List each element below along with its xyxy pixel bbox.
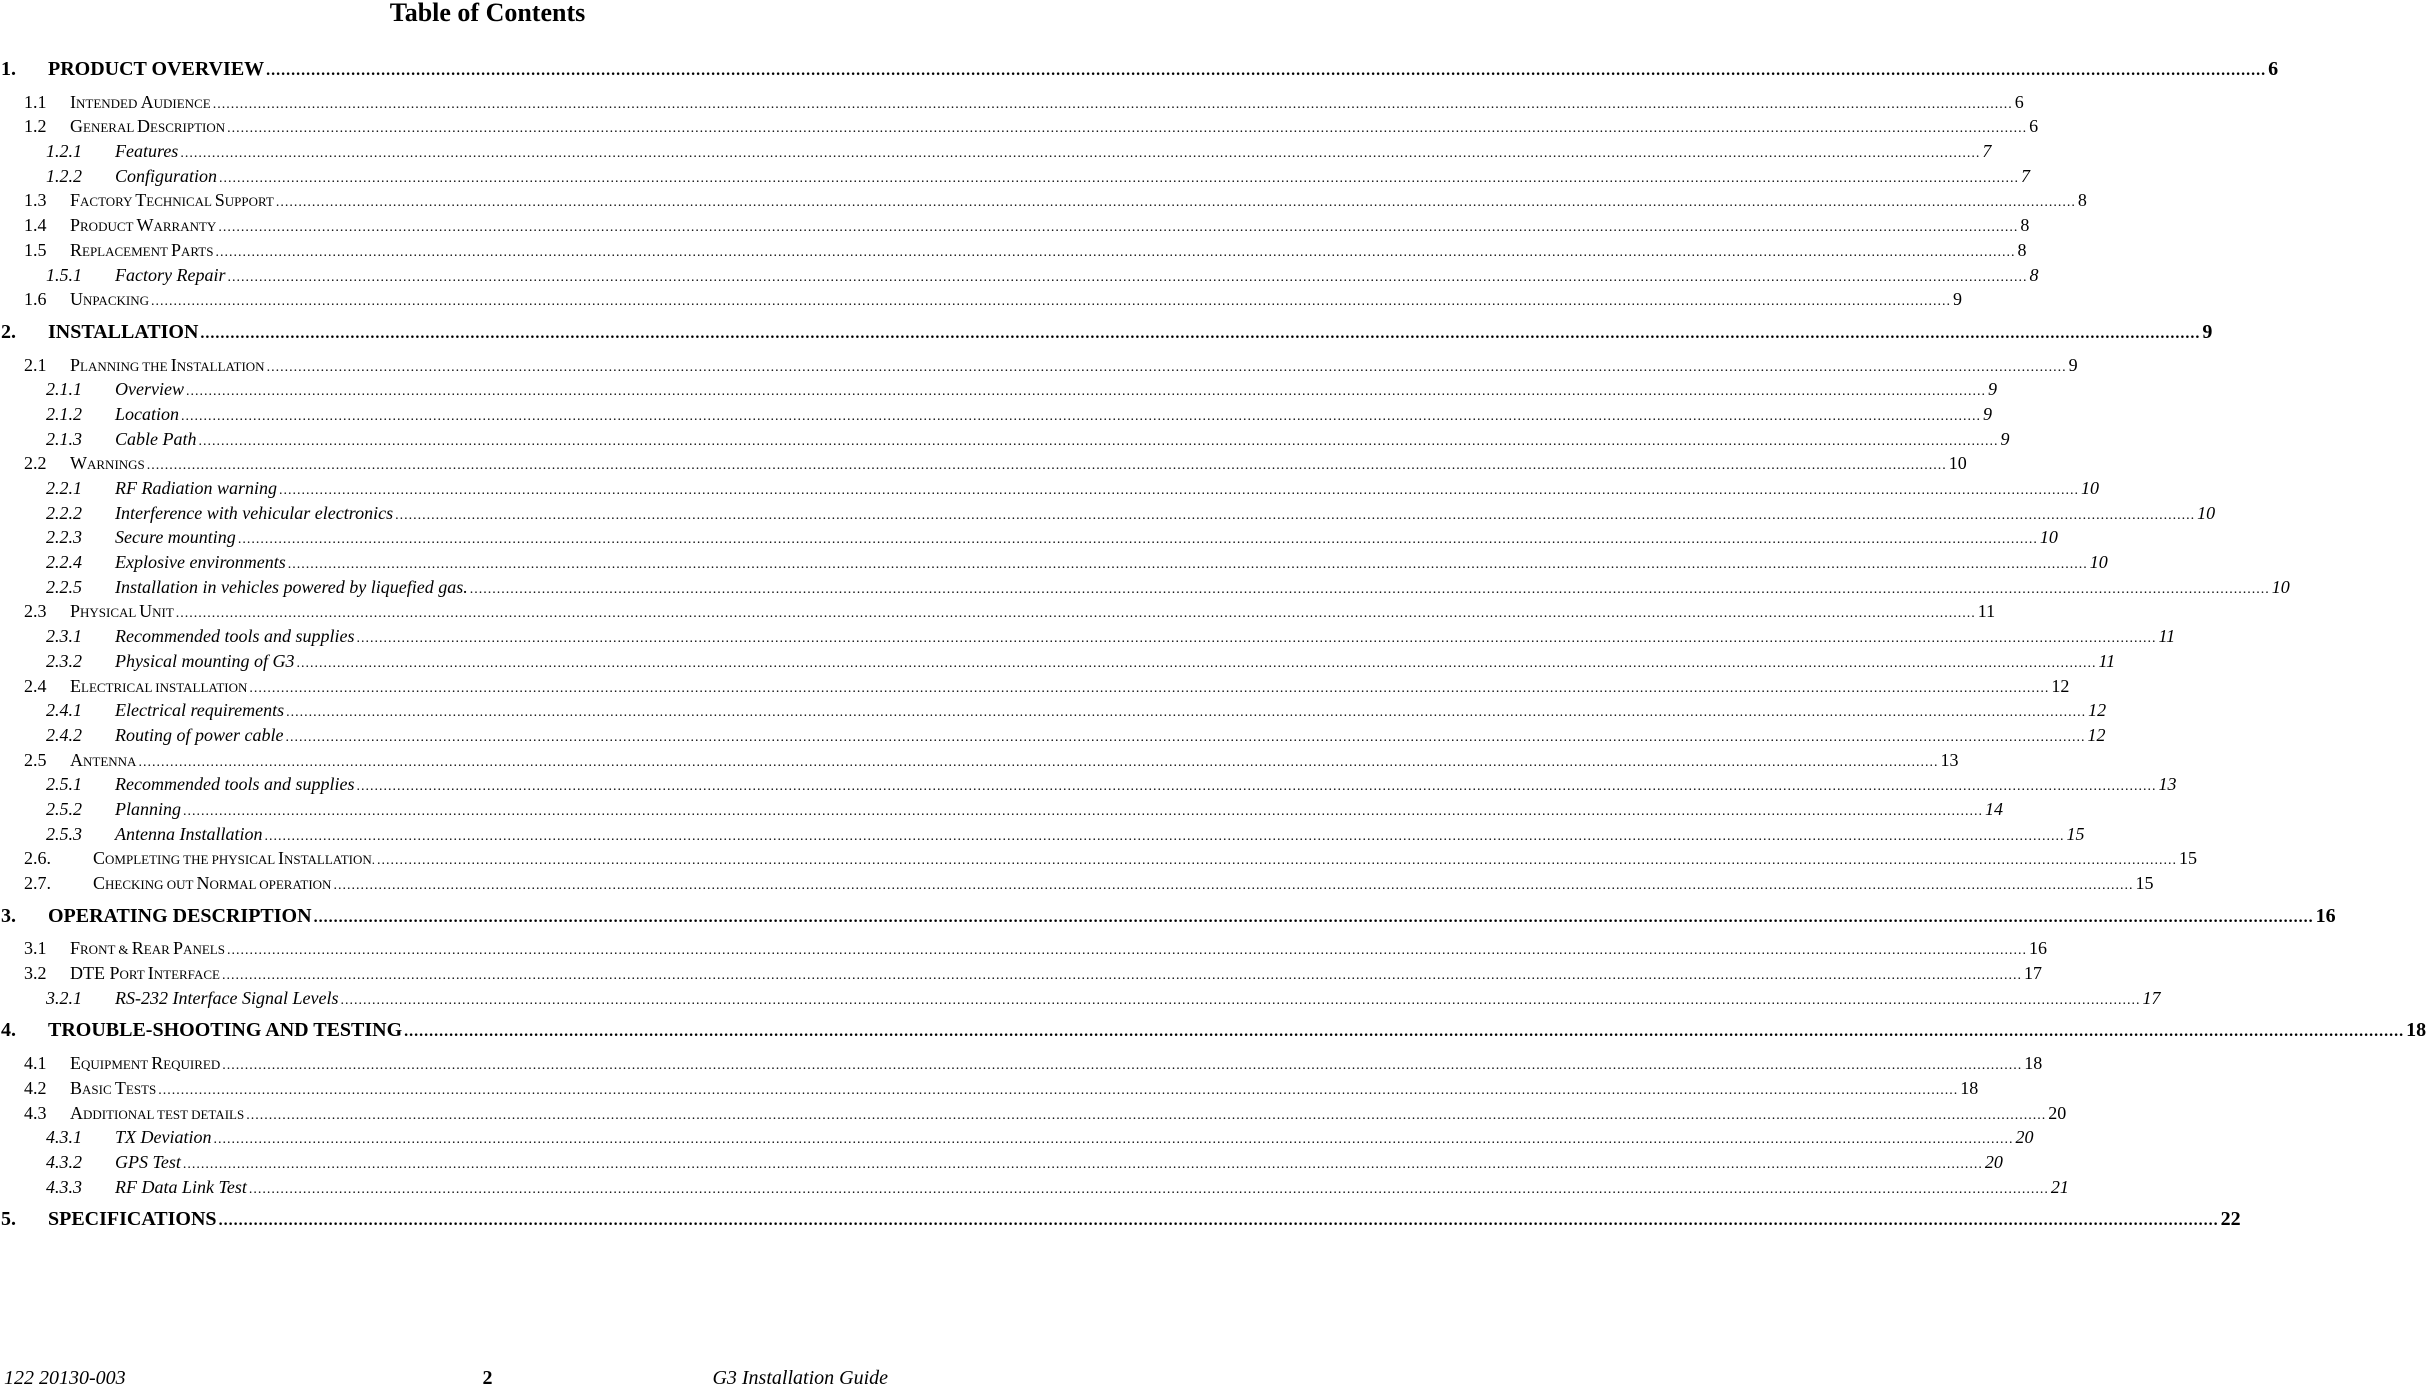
toc-entry-number: 2.3 [24, 601, 47, 622]
toc-entry-label-part: T [114, 1077, 126, 1098]
toc-leader-dots: ................................................................................................................................................................................................................................................................................................................................................................................................................ [469, 581, 2270, 597]
toc-entry-number: 1.5 [24, 239, 47, 260]
toc-entry-number: 2.4 [24, 675, 47, 696]
toc-entry-label [70, 748, 136, 775]
toc-entry-label-part: I [147, 963, 154, 984]
toc-entry-page: 16 [2028, 938, 2047, 959]
toc-entry-label-part: NTENNA [83, 753, 137, 769]
toc-entry-label [70, 961, 220, 988]
toc-entry-number: 2.4.2 [46, 724, 82, 745]
toc-entry-label-part: P [173, 938, 184, 959]
toc-entry-label-part: ANELS [183, 942, 225, 958]
toc-entry-page: 15 [2179, 848, 2198, 869]
toc-entry-page: 18 [2406, 1019, 2427, 1042]
toc-entry-number: 1.2.2 [46, 165, 82, 186]
toc-leader-dots: ................................................................................................................................................................................................................................................................................................................................................................................................................ [215, 244, 2016, 260]
toc-entry-page: 10 [2197, 502, 2216, 523]
toc-entry-number: 2.4.1 [46, 700, 82, 721]
toc-entry-page: 11 [2098, 650, 2116, 671]
toc-entry-label-part: D [137, 116, 151, 137]
toc-entry-page: 20 [2015, 1127, 2034, 1148]
toc-leader-dots: ................................................................................................................................................................................................................................................................................................................................................................................................................ [175, 606, 1976, 622]
toc-entry-label [70, 1051, 220, 1078]
toc-entry-label-part: U [139, 601, 153, 622]
toc-leader-dots: ................................................................................................................................................................................................................................................................................................................................................................................................................ [248, 1181, 2049, 1197]
toc-entry-label-part: ACTORY [80, 194, 136, 210]
toc-entry-number: 2.3.2 [46, 650, 82, 671]
toc-entry-page: 9 [1983, 403, 1993, 424]
toc-entry-label: Electrical requirements [115, 700, 285, 721]
toc-entry[interactable] [0, 476, 2099, 501]
toc-entry-number: 2.2 [24, 453, 47, 474]
toc-entry-page: 13 [2158, 774, 2177, 795]
toc-entry[interactable] [0, 1051, 2043, 1076]
toc-entry-number: 3.2 [24, 963, 47, 984]
toc-entry-label: Recommended tools and supplies [115, 626, 355, 647]
toc-entry-page: 15 [2135, 873, 2154, 893]
toc-entry-label-part: ORMAL OPERATION [209, 877, 332, 892]
toc-entry-label: Physical mounting of G3 [115, 650, 295, 671]
toc-entry-number: 2.1.3 [46, 428, 82, 449]
toc-entry-page: 17 [2023, 963, 2042, 984]
toc-leader-dots: ................................................................................................................................................................................................................................................................................................................................................................................................................ [395, 507, 2196, 523]
toc-entry-page: 9 [2000, 428, 2010, 449]
toc-entry-number: 4.2 [24, 1077, 47, 1098]
toc-entry-label-part: C [93, 848, 106, 869]
toc-entry-label-part: C [93, 873, 106, 893]
toc-leader-dots: ................................................................................................................................................................................................................................................................................................................................................................................................................ [340, 992, 2141, 1008]
toc-entry-number: 2.2.3 [46, 527, 82, 548]
toc-entry-page: 7 [2021, 165, 2031, 186]
toc-entry[interactable] [0, 748, 1959, 773]
toc-entry-number: 2.1 [24, 354, 47, 375]
toc-entry[interactable] [0, 772, 2177, 797]
toc-entry-page: 6 [2029, 116, 2039, 137]
toc-entry[interactable] [0, 649, 2116, 674]
toc-entry-label: RS-232 Interface Signal Levels [115, 987, 339, 1008]
toc-leader-dots: ................................................................................................................................................................................................................................................................................................................................................................................................................ [287, 557, 2088, 573]
toc-entry-label-part: ESCRIPTION [150, 120, 226, 136]
toc-entry-label [70, 90, 211, 117]
toc-leader-dots: ................................................................................................................................................................................................................................................................................................................................................................................................................ [183, 803, 1983, 819]
toc-entry-label-part: F [70, 938, 81, 959]
toc-entry-number: 2.2.4 [46, 552, 82, 573]
toc-entry-label: Recommended tools and supplies [115, 774, 355, 795]
toc-entry-label-part: ASIC [82, 1081, 115, 1097]
toc-entry[interactable] [0, 986, 2161, 1011]
toc-entry-page: 18 [1960, 1077, 1979, 1098]
toc-entry-label [70, 674, 247, 701]
toc-entry-label-part: DDITIONAL TEST DETAILS [83, 1106, 245, 1122]
toc-leader-dots: ................................................................................................................................................................................................................................................................................................................................................................................................................ [218, 220, 2019, 236]
toc-entry-page: 8 [2077, 190, 2087, 211]
toc-leader-dots: ................................................................................................................................................................................................................................................................................................................................................................................................................ [275, 195, 2076, 211]
toc-entry[interactable] [0, 846, 2198, 871]
toc-entry-page: 15 [2066, 823, 2085, 844]
toc-entry-label-part: LECTRICAL INSTALLATION [81, 679, 248, 695]
toc-leader-dots: ................................................................................................................................................................................................................................................................................................................................................................................................................ [333, 878, 2134, 893]
toc-entry[interactable] [0, 1018, 2427, 1043]
toc-leader-dots: ................................................................................................................................................................................................................................................................................................................................................................................................................ [356, 631, 2157, 647]
toc-leader-dots: ................................................................................................................................................................................................................................................................................................................................................................................................................ [221, 968, 2022, 984]
page-title: Table of Contents [389, 0, 586, 27]
toc-entry-number: 1.2.1 [46, 141, 82, 162]
toc-leader-dots: ................................................................................................................................................................................................................................................................................................................................................................................................................ [219, 170, 2020, 186]
toc-entry-number: 2.5.1 [46, 774, 82, 795]
toc-entry-label-part: OMPLETING THE PHYSICAL [105, 852, 278, 868]
toc-entry-page: 10 [2089, 552, 2108, 573]
toc-leader-dots: ................................................................................................................................................................................................................................................................................................................................................................................................................ [146, 458, 1947, 474]
toc-leader-dots: ................................................................................................................................................................................................................................................................................................................................................................................................................ [218, 1212, 2219, 1230]
toc-entry-label-part: NSTALLATION [176, 358, 265, 374]
toc-entry[interactable] [0, 936, 2047, 961]
toc-entry-page: 22 [2220, 1208, 2241, 1231]
toc-entry-label: Routing of power cable [115, 724, 284, 745]
toc-entry-label-part: ARTS [181, 243, 214, 259]
toc-entry-label-part: NPACKING [83, 293, 149, 309]
toc-entry-page: 9 [2202, 320, 2213, 343]
toc-entry-page: 7 [1982, 141, 1992, 162]
toc-entry-label: PRODUCT OVERVIEW [48, 58, 265, 80]
toc-entry-label: RF Radiation warning [115, 478, 277, 498]
toc-entry[interactable] [0, 402, 1993, 427]
toc-entry-number: 2.2.2 [46, 502, 82, 523]
toc-entry-label-part: A [70, 749, 83, 770]
toc-entry-label-part: F [70, 190, 81, 211]
toc-leader-dots: ................................................................................................................................................................................................................................................................................................................................................................................................................ [213, 1132, 2014, 1148]
toc-entry[interactable] [0, 1125, 2034, 1150]
toc-entry-label: Factory Repair [115, 264, 226, 285]
toc-entry-label-part: ENERAL [83, 120, 138, 136]
toc-entry-label-part: A [140, 91, 154, 112]
toc-entry-label-part: HECKING OUT [105, 877, 197, 892]
toc-entry[interactable] [0, 213, 2030, 238]
toc-entry-page: 14 [1985, 798, 2003, 819]
toc-entry-page: 17 [2142, 987, 2161, 1008]
footer-doc-number: 122 20130-003 [4, 1367, 126, 1389]
toc-leader-dots: ................................................................................................................................................................................................................................................................................................................................................................................................................ [227, 121, 2028, 137]
toc-leader-dots: ................................................................................................................................................................................................................................................................................................................................................................................................................ [279, 483, 2079, 498]
toc-entry-number: 3.1 [24, 938, 47, 959]
toc-entry-label-part: NIT [152, 605, 174, 621]
toc-leader-dots: ................................................................................................................................................................................................................................................................................................................................................................................................................ [237, 532, 2038, 548]
toc-entry-label: Planning [115, 798, 181, 819]
toc-entry-label-part: I [278, 848, 284, 869]
toc-entry-label-part: A [70, 1102, 83, 1123]
toc-entry-page: 10 [2081, 478, 2099, 498]
toc-entry-number: 4.1 [24, 1053, 47, 1074]
toc-entry[interactable] [0, 320, 2213, 345]
toc-entry[interactable] [0, 1207, 2241, 1232]
toc-entry-number: 2.2.1 [46, 478, 82, 498]
toc-entry-label-part: I [70, 91, 76, 112]
toc-entry-label-part: UDIENCE [153, 95, 211, 111]
toc-entry-label: Features [115, 141, 179, 162]
toc-entry-label: Explosive environments [115, 552, 286, 573]
toc-entry-label: INSTALLATION [48, 320, 199, 343]
toc-entry[interactable] [0, 550, 2108, 575]
toc-entry-label: Cable Path [115, 428, 197, 449]
toc-entry-label: Location [115, 403, 180, 424]
toc-entry[interactable] [0, 353, 2078, 378]
toc-entry[interactable] [0, 501, 2216, 526]
toc-entry-number: 4.3 [24, 1102, 47, 1123]
toc-entry-label: Secure mounting [115, 527, 236, 548]
toc-leader-dots: ................................................................................................................................................................................................................................................................................................................................................................................................................ [296, 655, 2097, 671]
toc-entry[interactable] [0, 1150, 2003, 1175]
toc-entry-label: TX Deviation [115, 1127, 212, 1148]
toc-entry-label-part: NTERFACE [153, 967, 220, 983]
toc-entry-label-part: NSTALLATION. [284, 852, 376, 868]
footer-page-number: 2 [482, 1367, 493, 1389]
toc-entry-label-part: B [70, 1077, 83, 1098]
toc-entry-label: RF Data Link Test [115, 1176, 247, 1197]
toc-entry-label-part: DTE P [70, 963, 120, 984]
toc-entry-label: TROUBLE-SHOOTING AND TESTING [48, 1019, 403, 1042]
toc-entry-page: 11 [1977, 601, 1996, 622]
toc-entry-label-part: E [70, 675, 81, 696]
toc-entry-label [70, 188, 274, 215]
toc-leader-dots: ................................................................................................................................................................................................................................................................................................................................................................................................................ [313, 908, 2314, 926]
toc-entry[interactable] [0, 525, 2058, 550]
toc-leader-dots: ................................................................................................................................................................................................................................................................................................................................................................................................................ [226, 943, 2027, 959]
toc-entry-label-part: ESTS [125, 1081, 157, 1097]
toc-entry-label-part: LANNING THE [80, 358, 171, 374]
toc-entry-label: Antenna Installation [115, 823, 263, 844]
toc-entry-label-part: P [70, 354, 81, 375]
toc-entry[interactable] [0, 139, 1992, 164]
toc-leader-dots: ................................................................................................................................................................................................................................................................................................................................................................................................................ [356, 779, 2157, 795]
toc-entry-label-part: U [70, 289, 83, 310]
toc-entry-label: Configuration [115, 165, 218, 186]
toc-entry[interactable] [0, 698, 2107, 723]
toc-entry-label [70, 238, 213, 265]
toc-leader-dots: ................................................................................................................................................................................................................................................................................................................................................................................................................ [158, 1082, 1959, 1098]
toc-leader-dots: ................................................................................................................................................................................................................................................................................................................................................................................................................ [264, 828, 2065, 844]
toc-entry-label-part: EPLACEMENT [82, 243, 171, 259]
toc-entry[interactable] [0, 427, 2010, 452]
toc-entry[interactable] [0, 674, 2070, 699]
toc-entry-number: 4.3.2 [46, 1151, 82, 1172]
toc-entry-page: 18 [2024, 1053, 2043, 1074]
toc-entry-number: 2.5.2 [46, 798, 82, 819]
toc-entry-page: 10 [2271, 576, 2290, 597]
toc-entry-label-part: HYSICAL [80, 605, 140, 621]
toc-entry[interactable] [0, 90, 2024, 115]
toc-entry[interactable] [0, 164, 2031, 189]
toc-entry[interactable] [0, 263, 2039, 288]
toc-leader-dots: ................................................................................................................................................................................................................................................................................................................................................................................................................ [182, 1156, 1983, 1172]
toc-entry-label-part: RODUCT [80, 219, 137, 235]
toc-entry-number: 2. [1, 320, 16, 343]
toc-entry-page: 10 [2039, 527, 2058, 548]
toc-entry-number: 1.6 [24, 289, 47, 310]
toc-entry-label-part: EAR [143, 942, 174, 958]
toc-entry-number: 3. [1, 904, 16, 927]
toc-entry-page: 16 [2315, 904, 2336, 927]
toc-entry-page: 12 [2051, 675, 2070, 696]
page-footer [0, 1365, 975, 1391]
toc-entry-label-part: P [70, 215, 81, 236]
toc-entry-label-part: ORT [119, 967, 148, 983]
toc-entry[interactable] [0, 871, 2154, 896]
toc-entry-number: 2.7. [24, 873, 51, 893]
toc-entry-label [70, 936, 225, 963]
toc-entry[interactable] [0, 624, 2176, 649]
toc-entry-number: 2.3.1 [46, 626, 82, 647]
toc-entry[interactable] [0, 238, 2027, 263]
toc-entry-page: 11 [2158, 626, 2176, 647]
toc-entry-label-part: R [70, 239, 83, 260]
toc-entry-number: 1. [1, 58, 16, 80]
toc-entry[interactable] [0, 904, 2336, 929]
toc-entry-label-part: I [170, 354, 177, 375]
toc-entry-label [70, 599, 174, 626]
toc-entry-label [70, 287, 149, 314]
toc-entry-label: GPS Test [115, 1151, 181, 1172]
toc-entry-page: 10 [1948, 453, 1967, 474]
toc-entry-page: 12 [2087, 724, 2106, 745]
toc-entry-page: 9 [1987, 379, 1997, 400]
toc-entry-number: 5. [1, 1208, 16, 1231]
toc-leader-dots: ................................................................................................................................................................................................................................................................................................................................................................................................................ [227, 269, 2028, 285]
toc-leader-dots: ................................................................................................................................................................................................................................................................................................................................................................................................................ [181, 408, 1982, 424]
toc-entry-number: 1.5.1 [46, 264, 82, 285]
toc-entry-number: 1.4 [24, 215, 47, 236]
toc-entry-label-part: P [70, 601, 81, 622]
toc-entry-number: 1.1 [24, 91, 47, 112]
toc-entry-label: SPECIFICATIONS [48, 1208, 217, 1231]
toc-leader-dots: ................................................................................................................................................................................................................................................................................................................................................................................................................ [200, 324, 2201, 342]
toc-entry-number: 2.1.1 [46, 379, 82, 400]
toc-entry-label-part: NTENDED [76, 95, 141, 111]
toc-entry[interactable] [0, 723, 2106, 748]
toc-entry-label-part: ARNINGS [87, 457, 145, 473]
toc-entry[interactable] [0, 822, 2085, 847]
toc-entry[interactable] [0, 114, 2039, 139]
toc-entry-label-part: E [70, 1053, 81, 1074]
toc-entry[interactable] [0, 961, 2042, 986]
toc-entry-label-part: ARRANTY [153, 219, 217, 235]
toc-entry-number: 3.2.1 [46, 987, 82, 1008]
toc-entry-label [70, 1101, 244, 1128]
toc-entry-number: 4.3.3 [46, 1176, 82, 1197]
toc-leader-dots: ................................................................................................................................................................................................................................................................................................................................................................................................................ [212, 96, 2013, 112]
toc-entry-page: 13 [1940, 749, 1959, 770]
toc-entry[interactable] [0, 599, 1996, 624]
toc-entry-page: 12 [2088, 700, 2107, 721]
toc-entry-label-part: N [196, 873, 210, 893]
toc-leader-dots: ................................................................................................................................................................................................................................................................................................................................................................................................................ [185, 384, 1986, 400]
toc-entry[interactable] [0, 797, 2003, 822]
toc-entry-number: 2.1.2 [46, 403, 82, 424]
toc-entry[interactable] [0, 188, 2087, 213]
toc-leader-dots: ................................................................................................................................................................................................................................................................................................................................................................................................................ [404, 1023, 2405, 1041]
toc-entry-label-part: T [135, 190, 147, 211]
footer-doc-title: G3 Installation Guide [712, 1367, 888, 1389]
toc-entry-label [70, 451, 145, 478]
toc-leader-dots: ................................................................................................................................................................................................................................................................................................................................................................................................................ [266, 62, 2267, 79]
toc-entry[interactable] [0, 287, 1962, 312]
toc-entry-number: 2.6. [24, 848, 51, 869]
toc-leader-dots: ................................................................................................................................................................................................................................................................................................................................................................................................................ [150, 294, 1951, 310]
toc-entry-number: 1.3 [24, 190, 47, 211]
toc-entry-label: Overview [115, 379, 184, 400]
toc-leader-dots: ................................................................................................................................................................................................................................................................................................................................................................................................................ [266, 359, 2067, 375]
toc-entry[interactable] [0, 1076, 1979, 1101]
toc-entry-label-part: S [214, 190, 225, 211]
toc-entry-label-part: UPPORT [224, 194, 274, 210]
toc-entry-label-part: W [70, 453, 87, 474]
toc-entry-label-part: G [70, 116, 83, 137]
toc-entry[interactable] [0, 57, 2279, 82]
toc-leader-dots: ................................................................................................................................................................................................................................................................................................................................................................................................................ [180, 146, 1981, 162]
toc-entry-label-part: EQUIRED [163, 1057, 221, 1073]
toc-leader-dots: ................................................................................................................................................................................................................................................................................................................................................................................................................ [198, 433, 1999, 449]
toc-entry[interactable] [0, 575, 2290, 600]
toc-leader-dots: ................................................................................................................................................................................................................................................................................................................................................................................................................ [138, 754, 1939, 770]
toc-entry-number: 2.5 [24, 749, 47, 770]
table-of-contents [0, 57, 2427, 1240]
toc-leader-dots: ................................................................................................................................................................................................................................................................................................................................................................................................................ [222, 1058, 2023, 1074]
toc-leader-dots: ................................................................................................................................................................................................................................................................................................................................................................................................................ [286, 705, 2087, 721]
toc-entry-label [93, 871, 331, 898]
toc-entry[interactable] [0, 1175, 2069, 1200]
toc-entry-label-part: ECHNICAL [146, 194, 215, 210]
toc-leader-dots: ................................................................................................................................................................................................................................................................................................................................................................................................................ [246, 1107, 2047, 1123]
toc-entry-label: OPERATING DESCRIPTION [48, 904, 312, 927]
toc-entry-page: 20 [1984, 1151, 2003, 1172]
toc-entry-label-part: P [170, 239, 181, 260]
toc-entry-page: 9 [1952, 289, 1962, 310]
toc-entry-page: 20 [2048, 1102, 2067, 1123]
toc-entry[interactable] [0, 377, 1997, 402]
toc-entry-page: 9 [2068, 354, 2078, 375]
toc-entry-label [93, 846, 375, 873]
toc-entry-number: 1.2 [24, 116, 47, 137]
toc-entry-label-part: QUIPMENT [81, 1057, 152, 1073]
toc-entry-number: 4. [1, 1019, 16, 1042]
toc-entry[interactable] [0, 451, 1967, 476]
toc-entry-label [70, 1076, 156, 1103]
toc-entry-page: 6 [2268, 58, 2279, 80]
toc-entry-page: 21 [2050, 1176, 2069, 1197]
toc-entry-label-part: R [151, 1053, 164, 1074]
toc-entry-label [70, 213, 216, 240]
toc-entry-number: 2.5.3 [46, 823, 82, 844]
toc-entry-number: 4.3.1 [46, 1127, 82, 1148]
toc-entry-label: Interference with vehicular electronics [115, 502, 394, 523]
toc-leader-dots: ................................................................................................................................................................................................................................................................................................................................................................................................................ [377, 853, 2178, 869]
toc-entry-label-part: W [136, 215, 154, 236]
toc-leader-dots: ................................................................................................................................................................................................................................................................................................................................................................................................................ [249, 680, 2050, 696]
toc-leader-dots: ................................................................................................................................................................................................................................................................................................................................................................................................................ [285, 729, 2086, 745]
toc-entry-page: 8 [2020, 215, 2030, 236]
toc-entry[interactable] [0, 1101, 2067, 1126]
toc-entry-label-part: R [131, 938, 144, 959]
toc-entry-page: 8 [2017, 239, 2027, 260]
toc-entry-label [70, 353, 265, 380]
toc-entry-label [70, 114, 225, 141]
toc-entry-number: 2.2.5 [46, 576, 82, 597]
toc-entry-label: Installation in vehicles powered by liquefied gas. [115, 576, 468, 597]
toc-entry-page: 6 [2014, 91, 2024, 112]
toc-entry-page: 8 [2029, 264, 2039, 285]
toc-entry-label-part: RONT & [80, 942, 132, 958]
